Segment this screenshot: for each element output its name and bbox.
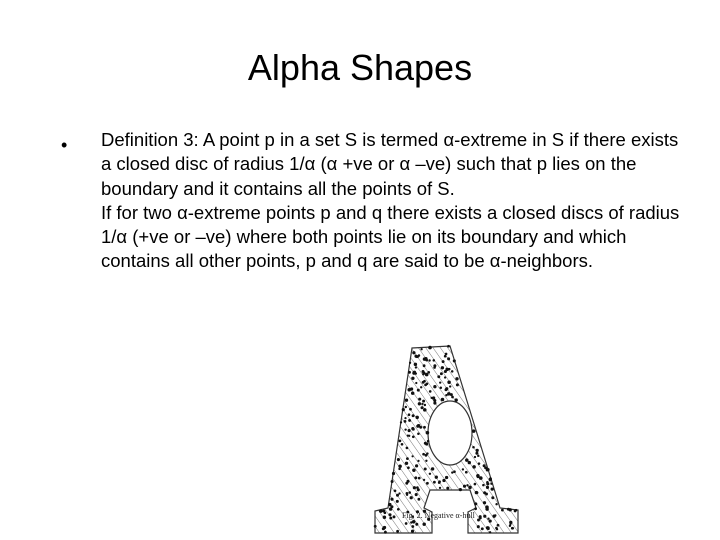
sample-point xyxy=(425,359,428,362)
sample-point xyxy=(472,429,476,433)
sample-point xyxy=(392,472,395,475)
sample-point xyxy=(396,530,399,533)
sample-point xyxy=(397,458,400,461)
sample-point xyxy=(422,373,424,375)
sample-point xyxy=(412,468,415,471)
sample-point xyxy=(411,525,414,528)
sample-point xyxy=(485,507,488,510)
sample-point xyxy=(418,477,421,480)
sample-point xyxy=(483,515,486,518)
sample-point xyxy=(455,377,458,380)
sample-point xyxy=(426,431,430,435)
sample-point xyxy=(497,524,500,527)
sample-point xyxy=(451,370,454,373)
sample-point xyxy=(417,424,420,427)
sample-point xyxy=(423,479,425,481)
sample-point xyxy=(408,419,411,422)
sample-point xyxy=(420,348,422,350)
sample-point xyxy=(474,502,477,505)
sample-point xyxy=(490,483,492,485)
sample-point xyxy=(509,525,511,527)
sample-point xyxy=(509,521,512,524)
sample-point xyxy=(417,432,420,435)
sample-point xyxy=(447,345,450,348)
sample-point xyxy=(412,520,416,524)
sample-point xyxy=(404,417,406,419)
sample-point xyxy=(390,498,393,501)
sample-point xyxy=(448,357,450,359)
sample-point xyxy=(501,509,504,512)
sample-point xyxy=(398,492,400,494)
sample-point xyxy=(431,467,434,470)
sample-point xyxy=(406,457,409,460)
sample-point xyxy=(507,508,510,511)
sample-point xyxy=(374,525,377,528)
sample-point xyxy=(417,460,419,462)
sample-point xyxy=(476,474,480,478)
sample-point xyxy=(444,376,446,378)
sample-point xyxy=(474,507,477,510)
sample-point xyxy=(495,527,498,530)
sample-point xyxy=(411,530,414,533)
sample-point xyxy=(489,478,492,481)
sample-point xyxy=(453,470,456,473)
sample-point xyxy=(413,486,416,489)
sample-point xyxy=(444,355,447,358)
sample-point xyxy=(406,494,408,496)
sample-point xyxy=(415,382,417,384)
sample-point xyxy=(481,527,484,530)
sample-point xyxy=(399,440,402,443)
sample-point xyxy=(487,518,489,520)
sample-point xyxy=(426,452,428,454)
sample-point xyxy=(411,427,414,430)
sample-point xyxy=(383,526,386,529)
sample-point xyxy=(423,426,426,429)
sample-point xyxy=(398,465,402,469)
sample-point xyxy=(397,508,400,511)
sample-point xyxy=(465,458,469,462)
sample-point xyxy=(411,391,414,394)
sample-point xyxy=(438,481,441,484)
bullet-text xyxy=(101,128,691,274)
sample-point xyxy=(433,402,436,405)
definition-paragraph: Definition 3: A point p in a set S is termed α-extreme in S if there exists a closed disc of radius 1/α (α +ve or α –ve) such that p lies on the boundary and it contains all the points of S. xyxy=(101,129,679,199)
sample-point xyxy=(417,498,420,501)
sample-point xyxy=(440,372,443,375)
sample-point xyxy=(423,408,427,412)
sample-point xyxy=(465,471,468,474)
sample-point xyxy=(393,515,396,518)
sample-point xyxy=(472,446,475,449)
sample-point xyxy=(405,462,408,465)
sample-point xyxy=(422,522,425,525)
sample-point xyxy=(412,351,415,354)
sample-point xyxy=(407,434,409,436)
sample-point xyxy=(440,386,443,389)
sample-point xyxy=(451,471,453,473)
sample-point xyxy=(412,455,414,457)
sample-point xyxy=(428,346,432,350)
sample-point xyxy=(424,468,427,471)
sample-point xyxy=(402,408,405,411)
sample-point xyxy=(415,523,418,526)
sample-point xyxy=(405,406,407,408)
sample-point xyxy=(447,380,451,384)
sample-point xyxy=(468,486,472,490)
sample-point xyxy=(414,476,417,479)
sample-point xyxy=(417,389,420,392)
sample-point xyxy=(448,368,450,370)
sample-point xyxy=(472,465,476,469)
sample-point xyxy=(421,403,423,405)
sample-point xyxy=(475,452,478,455)
sample-point xyxy=(431,397,433,399)
sample-point xyxy=(445,394,447,396)
sample-point xyxy=(384,531,387,534)
sample-point xyxy=(439,487,441,489)
sample-point xyxy=(415,366,417,368)
sample-point xyxy=(477,525,480,528)
sample-point xyxy=(494,514,496,516)
sample-point xyxy=(410,521,412,523)
sample-point xyxy=(388,513,391,516)
sample-point xyxy=(478,462,481,465)
sample-point xyxy=(445,388,448,391)
sample-point xyxy=(408,389,410,391)
sample-point xyxy=(409,408,412,411)
sample-point xyxy=(491,496,494,499)
sample-point xyxy=(396,500,399,503)
sample-point xyxy=(489,520,492,523)
sample-point xyxy=(441,398,445,402)
sample-point xyxy=(408,371,411,374)
sample-point xyxy=(415,493,418,496)
sample-point xyxy=(476,449,479,452)
sample-point xyxy=(408,491,411,494)
sample-point xyxy=(426,383,429,386)
sample-point xyxy=(442,360,445,363)
sample-point xyxy=(477,519,480,522)
sample-point xyxy=(442,479,445,482)
sample-point xyxy=(406,480,409,483)
sample-point xyxy=(433,359,436,362)
sample-point xyxy=(445,476,448,479)
sample-point xyxy=(477,455,479,457)
sample-point xyxy=(485,493,488,496)
sample-point xyxy=(414,363,417,366)
sample-point xyxy=(429,473,431,475)
sample-point xyxy=(425,460,427,462)
sample-point xyxy=(423,364,426,367)
sample-point xyxy=(401,443,404,446)
sample-point xyxy=(433,366,436,369)
sample-point xyxy=(409,362,411,364)
sample-point xyxy=(439,381,441,383)
sample-point xyxy=(418,402,421,405)
sample-point xyxy=(400,421,402,423)
sample-point xyxy=(412,414,415,417)
sample-point xyxy=(415,416,418,419)
letter-a-alpha-hull-image xyxy=(360,338,540,538)
sample-point xyxy=(427,440,430,443)
sample-point xyxy=(422,381,425,384)
sample-point xyxy=(412,435,415,438)
sample-point xyxy=(424,404,426,406)
sample-point xyxy=(453,359,456,362)
sample-point xyxy=(474,483,477,486)
sample-point xyxy=(416,486,419,489)
sample-point xyxy=(404,420,407,423)
sample-point xyxy=(417,355,419,357)
sample-point xyxy=(451,396,454,399)
sample-point xyxy=(408,413,411,416)
sample-point xyxy=(459,488,462,491)
sample-point xyxy=(486,486,489,489)
sample-point xyxy=(407,466,410,469)
sample-point xyxy=(487,527,490,530)
sample-point xyxy=(445,353,448,356)
sample-point xyxy=(404,428,406,430)
sample-point xyxy=(414,355,417,358)
sample-point xyxy=(408,429,411,432)
sample-point xyxy=(379,509,383,513)
sample-point xyxy=(489,531,491,533)
slide-title: Alpha Shapes xyxy=(247,47,473,88)
sample-point xyxy=(415,464,418,467)
sample-point xyxy=(389,507,392,510)
sample-point xyxy=(437,375,440,378)
sample-point xyxy=(429,390,432,393)
sample-point xyxy=(425,442,428,445)
sample-point xyxy=(468,461,471,464)
alpha-hull-figure xyxy=(360,338,540,538)
sample-point xyxy=(406,447,409,450)
neighbors-paragraph: If for two α-extreme points p and q there exists a closed discs of radius 1/α (+ve or –ve) where both points lie on its boundary and which contains all other points, p and q are said to be α-neighbors. xyxy=(101,201,680,272)
sample-point xyxy=(435,476,438,479)
sample-point xyxy=(475,491,478,494)
sample-point xyxy=(418,398,421,401)
sample-point xyxy=(446,487,449,490)
sample-point xyxy=(449,385,451,387)
sample-point xyxy=(405,522,408,525)
sample-point xyxy=(384,511,387,514)
sample-point xyxy=(455,398,458,401)
sample-point xyxy=(410,496,413,499)
sample-point xyxy=(466,484,468,486)
sample-point xyxy=(405,399,408,402)
sample-point xyxy=(456,383,459,386)
sample-point xyxy=(479,476,483,480)
bullet-icon: • xyxy=(61,135,68,155)
sample-point xyxy=(484,466,487,469)
sample-point xyxy=(421,406,424,409)
sample-point xyxy=(391,480,394,483)
sample-point xyxy=(474,456,476,458)
sample-point xyxy=(486,481,489,484)
sample-point xyxy=(495,503,497,505)
sample-point xyxy=(396,494,399,497)
sample-point xyxy=(441,366,444,369)
sample-point xyxy=(422,400,425,403)
sample-point xyxy=(389,517,392,520)
sample-point xyxy=(491,487,494,490)
sample-point xyxy=(411,377,414,380)
sample-point xyxy=(422,453,425,456)
sample-point xyxy=(482,484,485,487)
sample-point xyxy=(514,510,517,513)
sample-point xyxy=(450,393,453,396)
sample-point xyxy=(483,501,486,504)
sample-point xyxy=(511,527,514,530)
sample-point xyxy=(394,489,397,492)
sample-point xyxy=(420,386,422,388)
figure-caption: Fig. 2. Negative α-hull xyxy=(402,511,475,520)
sample-point xyxy=(444,370,447,373)
sample-point xyxy=(463,485,466,488)
sample-point xyxy=(413,371,416,374)
sample-point xyxy=(433,481,436,484)
sample-point xyxy=(428,359,430,361)
sample-point xyxy=(383,516,387,520)
sample-point xyxy=(426,482,429,485)
sample-point xyxy=(462,468,464,470)
sample-point xyxy=(433,385,436,388)
sample-point xyxy=(479,515,482,518)
